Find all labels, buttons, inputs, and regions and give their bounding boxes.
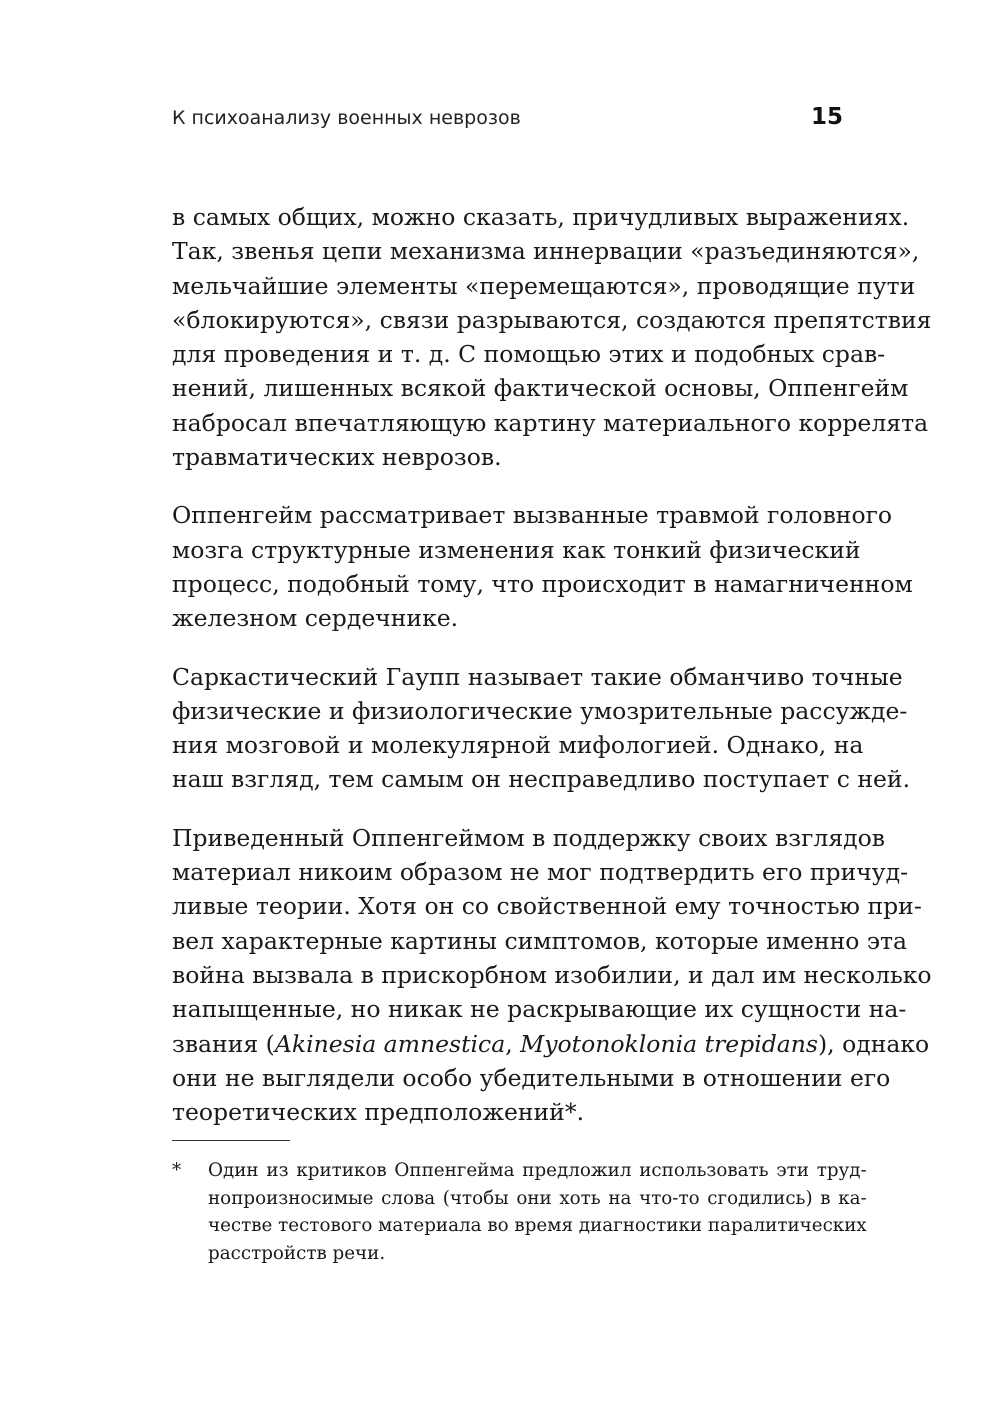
text-line: они не выглядели особо убедительными в отношении его [172,1063,891,1092]
text-line: нений, лишенных всякой фактической основы, Оппенгейм [172,374,909,403]
text-line-with-terms [172,1027,930,1061]
text-fragment: , [505,1029,521,1058]
text-line: ния мозговой и молекулярной мифологией. Однако, на [172,731,864,760]
text-line: мозга структурные изменения как тонкий физический [172,535,861,564]
text-line: Так, звенья цепи механизма иннервации «разъединяются», [172,237,920,266]
text-line: физические и физиологические умозрительные рассужде- [172,696,908,725]
paragraph-1 [172,200,932,474]
text-line: Саркастический Гаупп называет такие обманчиво точные [172,662,903,691]
footnote-line: нопроизносимые слова (чтобы они хоть на что-то сгодились) в ка- [208,1187,867,1209]
footnote-line: расстройств речи. [208,1242,386,1264]
footnote [172,1157,867,1267]
text-line: мельчайшие элементы «перемещаются», проводящие пути [172,271,916,300]
text-line: процесс, подобный тому, что происходит в намагниченном [172,569,913,598]
page-number: 15 [810,104,843,130]
footnote-marker: * [172,1160,182,1181]
body-text [172,200,932,1153]
latin-term-myotonoklonia: Myotonoklonia trepidans [520,1029,818,1058]
text-line: Приведенный Оппенгеймом в поддержку своих взглядов [172,823,885,852]
footnote-line: Один из критиков Оппенгейма предложил использовать эти труд- [208,1160,867,1181]
page-header [172,104,843,130]
text-line: для проведения и т. д. С помощью этих и подобных срав- [172,340,886,369]
text-fragment: звания ( [172,1029,275,1058]
text-line: набросал впечатляющую картину материального коррелята [172,408,929,437]
text-line: ливые теории. Хотя он со свойственной ему точностью при- [172,892,922,921]
running-title: К психоанализу военных неврозов [172,107,521,129]
text-line: «блокируются», связи разрываются, создаются препятствия [172,305,932,334]
text-line: напыщенные, но никак не раскрывающие их сущности на- [172,995,907,1024]
text-line: вел характерные картины симптомов, которые именно эта [172,926,908,955]
paragraph-2 [172,498,913,635]
text-line: теоретических предположений*. [172,1098,585,1127]
text-line: Оппенгейм рассматривает вызванные травмой головного [172,501,893,530]
latin-term-akinesia: Akinesia amnestica [274,1029,506,1058]
paragraph-4 [172,821,932,1130]
footnote-line: честве тестового материала во время диагностики паралитических [208,1215,867,1236]
footnote-text [208,1157,867,1267]
footnote-divider [172,1140,290,1141]
text-fragment: ), однако [817,1029,930,1058]
paragraph-3 [172,660,911,797]
text-line: травматических неврозов. [172,443,502,472]
text-line: война вызвала в прискорбном изобилии, и дал им несколько [172,960,932,989]
text-line: в самых общих, можно сказать, причудливых выражениях. [172,203,910,231]
text-line: железном сердечнике. [172,604,459,633]
text-line: материал никоим образом не мог подтвердить его причуд- [172,858,909,887]
text-line: наш взгляд, тем самым он несправедливо поступает с ней. [172,765,911,794]
